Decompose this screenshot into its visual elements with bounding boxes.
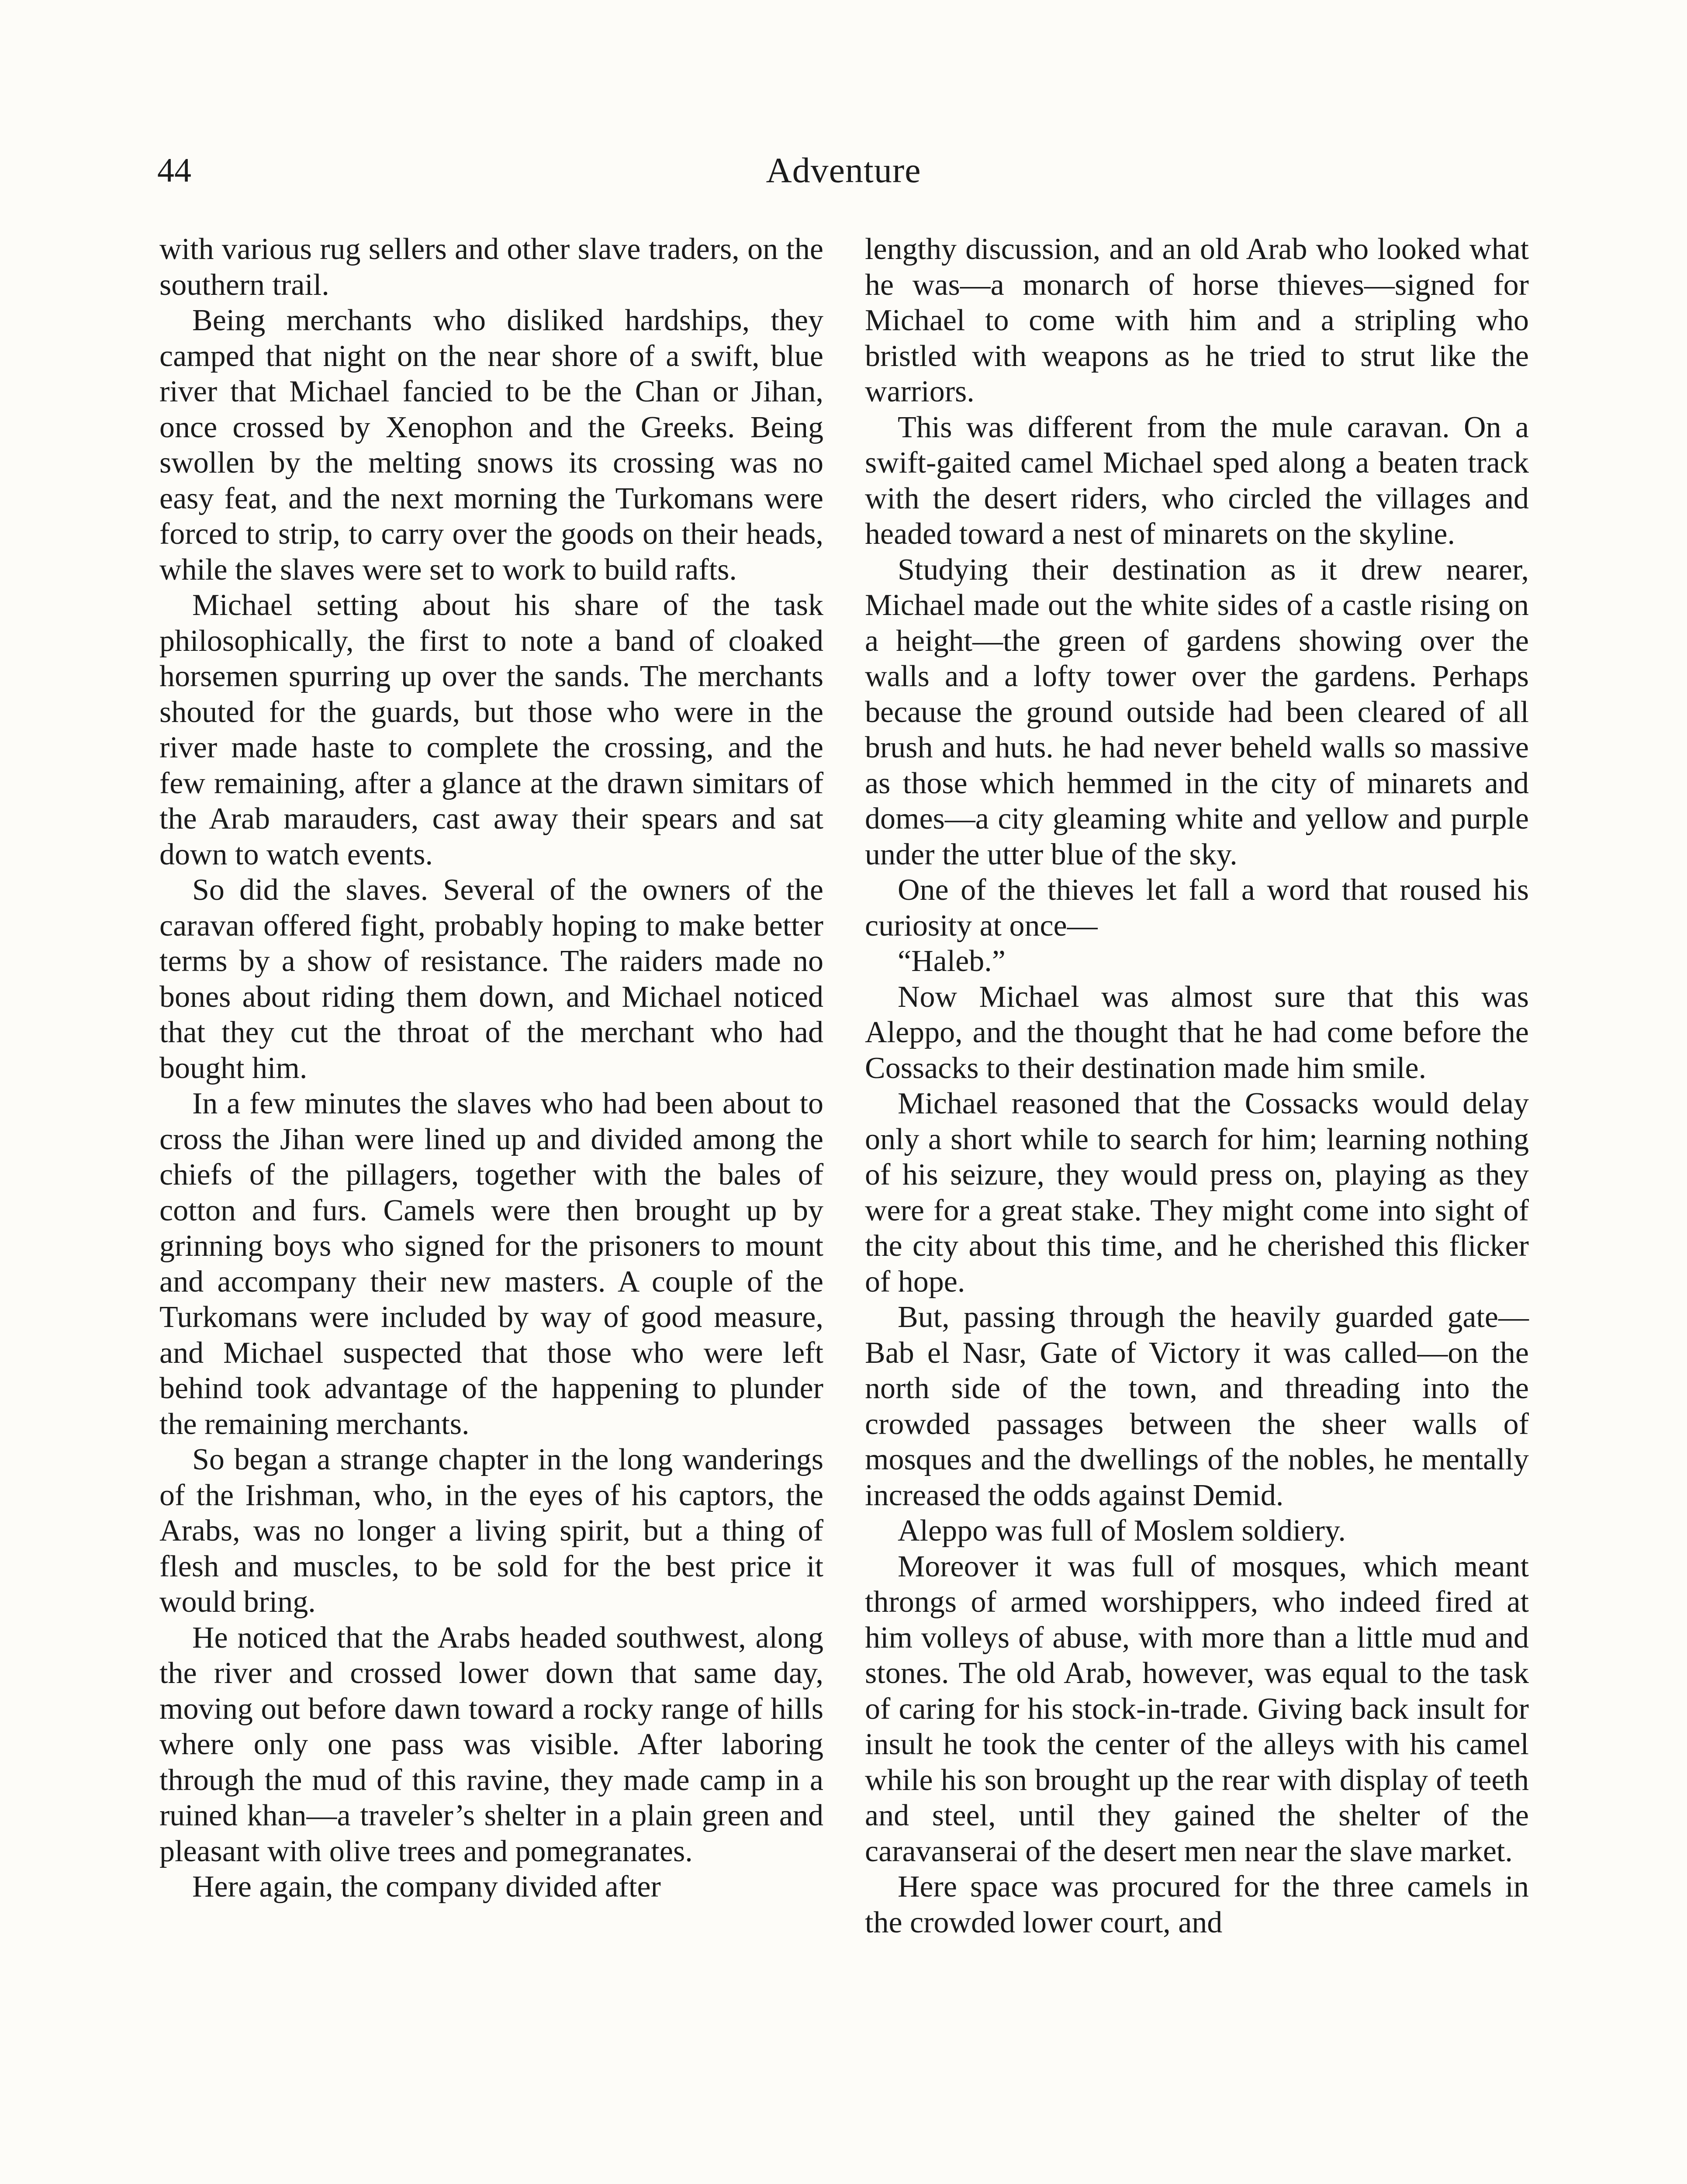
- page-header: [157, 146, 1530, 199]
- paragraph: So began a strange chapter in the long wanderings of the Irishman, who, in the eyes of his captors, the Arabs, was no longer a living spirit, but a thing of flesh and muscles, to be sold for the best price it would bring.: [159, 1443, 823, 1619]
- paragraph: This was different from the mule caravan. On a swift-gaited camel Michael sped along a beaten track with the desert riders, who circled the villages and headed toward a nest of minarets on the skyline.: [865, 410, 1529, 551]
- paragraph: Aleppo was full of Moslem soldiery.: [898, 1514, 1346, 1548]
- paragraph: So did the slaves. Several of the owners of the caravan offered fight, probably hoping to make better terms by a show of resistance. The raiders made no bones about riding them down, and Michael noticed that they cut the throat of the merchant who had bought him.: [159, 873, 823, 1085]
- page-number: 44: [157, 151, 191, 189]
- paragraph: He noticed that the Arabs headed southwest, along the river and crossed lower down that same day, moving out before dawn toward a rocky range of hills where only one pass was visible. After laboring through the mud of this ravine, they made camp in a ruined khan—a traveler’s shelter in a plain green and pleasant with olive trees and pomegranates.: [159, 1621, 823, 1868]
- paragraph: Studying their destination as it drew nearer, Michael made out the white sides of a castle rising on a height—the green of gardens showing over the walls and a lofty tower over the gardens. Perhaps because the ground outside had been cleared of all brush and huts. he had never beheld walls so massive as those which hemmed in the city of minarets and domes—a city gleaming white and yellow and purple under the utter blue of the sky.: [865, 553, 1529, 871]
- paragraph: But, passing through the heavily guarded gate—Bab el Nasr, Gate of Victory it was called—on the north side of the town, and threading into the crowded passages between the sheer walls of mosques and the dwellings of the nobles, he mentally increased the odds against Demid.: [865, 1300, 1529, 1512]
- paragraph: Being merchants who disliked hardships, they camped that night on the near shore of a swift, blue river that Michael fancied to be the Chan or Jihan, once crossed by Xenophon and the Greeks. Being swollen by the melting snows its crossing was no easy feat, and the next morning the Turkomans were forced to strip, to carry over the goods on their heads, while the slaves were set to work to build rafts.: [159, 304, 823, 587]
- paragraph: Michael reasoned that the Cossacks would delay only a short while to search for him; learning nothing of his seizure, they would press on, playing as they were for a great stake. They might come into sight of the city about this time, and he cherished this flicker of hope.: [865, 1087, 1529, 1299]
- paragraph: Here space was procured for the three camels in the crowded lower court, and: [865, 1870, 1529, 1939]
- paragraph: “Haleb.”: [898, 944, 1006, 978]
- text-columns: [159, 232, 1529, 2184]
- paragraph: Michael setting about his share of the task philosophically, the first to note a band of cloaked horsemen spurring up over the sands. The merchants shouted for the guards, but those who were in the river made haste to complete the crossing, and the few remaining, after a glance at the drawn simitars of the Arab marauders, cast away their spears and sat down to watch events.: [159, 588, 823, 871]
- paragraph: with various rug sellers and other slave traders, on the southern trail.: [159, 232, 823, 302]
- right-column: [865, 232, 1529, 2184]
- paragraph: In a few minutes the slaves who had been about to cross the Jihan were lined up and divided among the chiefs of the pillagers, together with the bales of cotton and furs. Camels were then brought up by grinning boys who signed for the prisoners to mount and accompany their new masters. A couple of the Turkomans were included by way of good measure, and Michael suspected that those who were left behind took advantage of the happening to plunder the remaining merchants.: [159, 1087, 823, 1441]
- paragraph: Now Michael was almost sure that this was Aleppo, and the thought that he had come before the Cossacks to their destination made him smile.: [865, 980, 1529, 1085]
- paragraph: One of the thieves let fall a word that roused his curiosity at once—: [865, 873, 1529, 943]
- left-column: [159, 232, 823, 2184]
- running-title: Adventure: [766, 150, 921, 190]
- paragraph: lengthy discussion, and an old Arab who looked what he was—a monarch of horse thieves—signed for Michael to come with him and a stripling who bristled with weapons as he tried to strut like the warriors.: [865, 232, 1529, 408]
- paragraph: Moreover it was full of mosques, which meant throngs of armed worshippers, who indeed fired at him volleys of abuse, with more than a little mud and stones. The old Arab, however, was equal to the task of caring for his stock-in-trade. Giving back insult for insult he took the center of the alleys with his camel while his son brought up the rear with display of teeth and steel, until they gained the shelter of the caravanserai of the desert men near the slave market.: [865, 1549, 1529, 1868]
- paragraph: Here again, the company divided after: [192, 1870, 661, 1904]
